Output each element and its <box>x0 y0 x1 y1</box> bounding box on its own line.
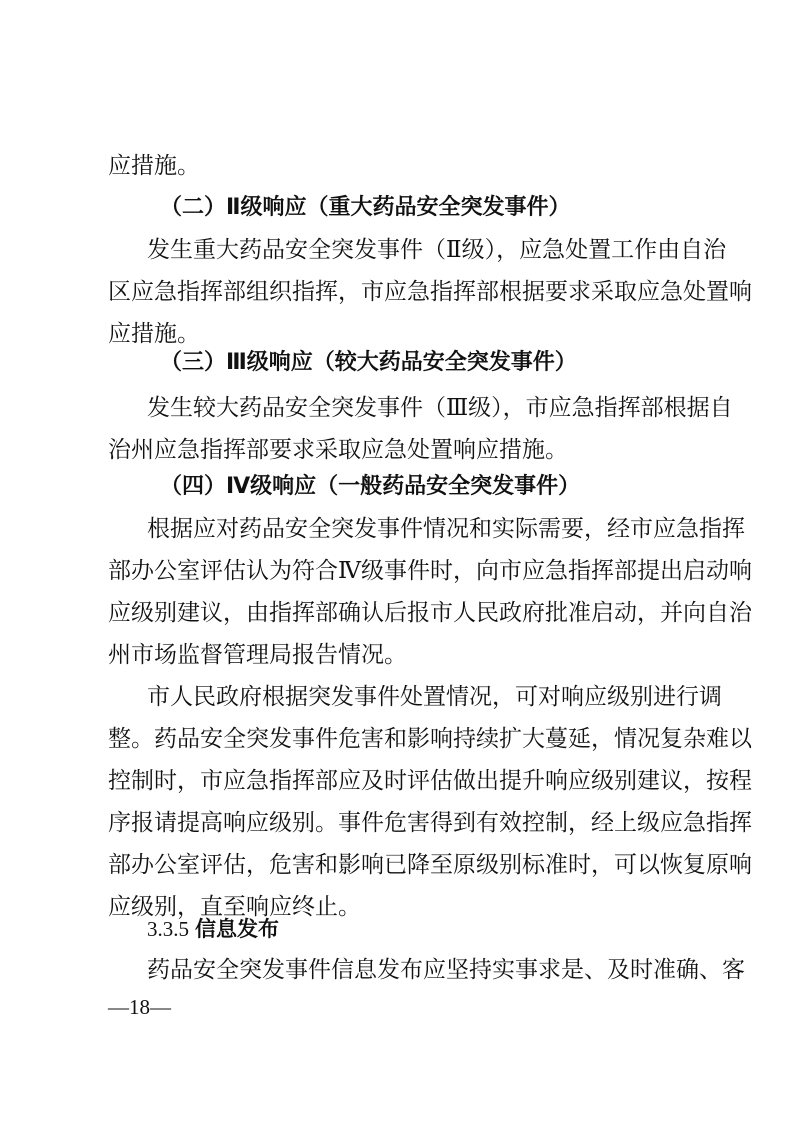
text-line: 根据应对药品安全突发事件情况和实际需要，经市应急指挥 <box>147 516 745 542</box>
subsection-heading <box>147 911 547 947</box>
text-line: 部办公室评估认为符合Ⅳ级事件时，向市应急指挥部提出启动响 <box>108 558 752 584</box>
text-line: 治州应急指挥部要求采取应急处置响应措施。 <box>108 437 568 463</box>
text-line: 应措施。 <box>108 321 200 347</box>
subsection-title: 信息发布 <box>195 917 279 941</box>
text-line: 发生重大药品安全突发事件（Ⅱ级），应急处置工作由自治 <box>147 237 727 263</box>
text-line: 应级别建议，由指挥部确认后报市人民政府批准启动，并向自治 <box>108 600 752 626</box>
section-heading-level-3: （三）Ⅲ级响应（较大药品安全突发事件） <box>160 350 577 375</box>
text-line: 部办公室评估，危害和影响已降至原级别标准时，可以恢复原响 <box>108 852 752 878</box>
text-line: 应措施。 <box>108 153 200 179</box>
text-line: 市人民政府根据突发事件处置情况，可对响应级别进行调 <box>147 684 722 710</box>
text-line: 州市场监督管理局报告情况。 <box>108 642 407 668</box>
text-line: 药品安全突发事件信息发布应坚持实事求是、及时准确、客 <box>147 957 745 983</box>
subsection-number: 3.3.5 <box>147 917 189 941</box>
text-line: 控制时，市应急指挥部应及时评估做出提升响应级别建议，按程 <box>108 768 752 794</box>
text-line: 序报请提高响应级别。事件危害得到有效控制，经上级应急指挥 <box>108 810 752 836</box>
page-number: —18— <box>108 995 171 1019</box>
text-line: 应级别，直至响应终止。 <box>108 894 361 920</box>
section-heading-level-4: （四）Ⅳ级响应（一般药品安全突发事件） <box>160 474 581 499</box>
text-line: 区应急指挥部组织指挥，市应急指挥部根据要求采取应急处置响 <box>108 279 752 305</box>
section-heading-level-2: （二）Ⅱ级响应（重大药品安全突发事件） <box>160 195 571 220</box>
text-line: 发生较大药品安全突发事件（Ⅲ级），市应急指挥部根据自 <box>147 395 733 421</box>
text-line: 整。药品安全突发事件危害和影响持续扩大蔓延，情况复杂难以 <box>108 726 752 752</box>
